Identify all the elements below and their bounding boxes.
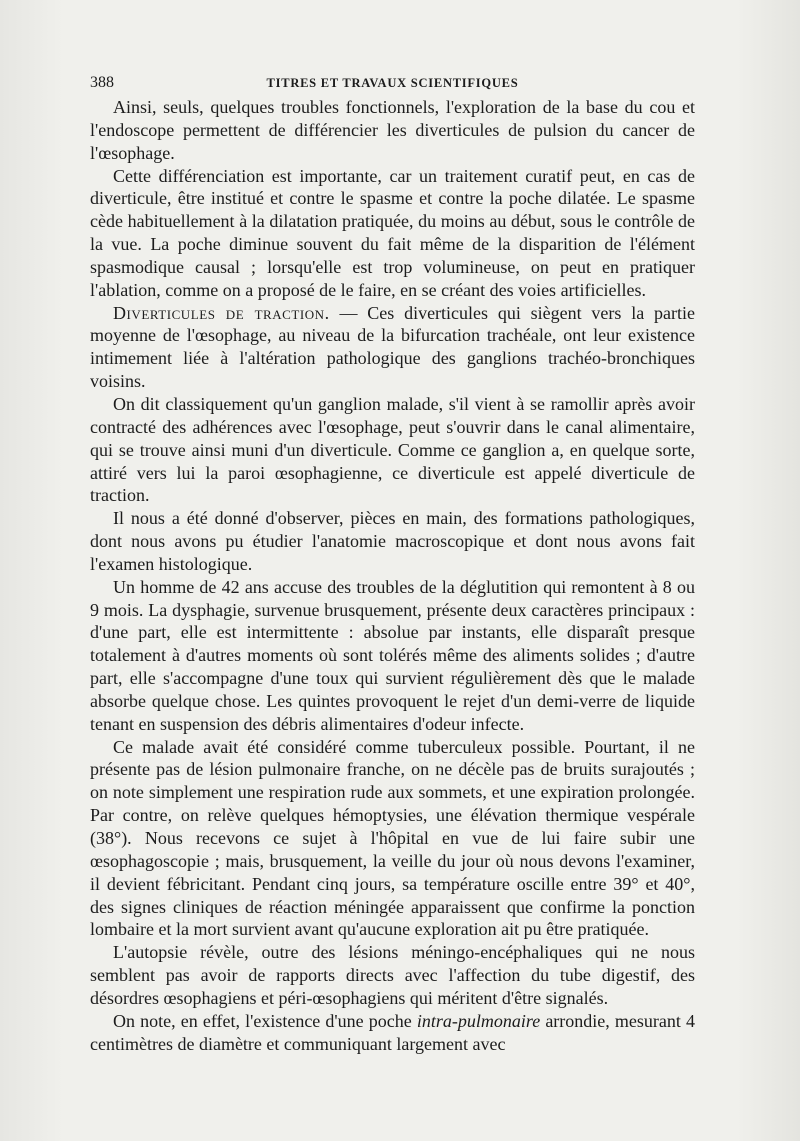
page-number: 388: [90, 74, 114, 91]
paragraph-text: arrondie, mesurant 4 centimètres de diamètre et communiquant largement avec: [90, 1010, 696, 1054]
paragraph: [90, 165, 695, 302]
paragraph-text: Ainsi, seuls, quelques troubles fonctionnels, l'exploration de la base du cou et l'endoscope permettent de différencier les diverticules de pulsion du cancer de l'œsophage.: [90, 97, 695, 163]
paragraph-text: On note, en effet, l'existence d'une poche: [113, 1010, 417, 1031]
paragraph-text: Cette différenciation est importante, car un traitement curatif peut, en cas de diverticule, être institué et contre le spasme et contre la poche dilatée. Le spasme cède habituellement à la dilatation pratiquée, du moins au début, sous le contrôle de la vue. La poche diminue souvent du fait même de la disparition de l'élément spasmodique causal ; lorsqu'elle est trop volumineuse, on peut en pratiquer l'ablation, comme on a proposé de le faire, en se créant des voies artificielles.: [90, 165, 695, 300]
paragraph-text: Ce malade avait été considéré comme tuberculeux possible. Pourtant, il ne présente pas de lésion pulmonaire franche, on ne décèle pas de bruits surajoutés ; on note simplement une respiration rude aux sommets, et une expiration prolongée. Par contre, on relève quelques hémoptysies, une élévation thermique vespérale (38°). Nous recevons ce sujet à l'hôpital en vue de lui faire subir une œsophagoscopie ; mais, brusquement, la veille du jour où nous devons l'examiner, il devient fébricitant. Pendant cinq jours, sa température oscille entre 39° et 40°, des signes cliniques de réaction méningée apparaissent que confirme la ponction lombaire et la mort survient avant qu'aucune exploration ait pu être pratiquée.: [90, 736, 695, 940]
paragraph: [90, 941, 695, 1010]
paragraph-text: Un homme de 42 ans accuse des troubles de la déglutition qui remontent à 8 ou 9 mois. La dysphagie, survenue brusquement, présente deux caractères principaux : d'une part, elle est intermittente : absolue par instants, elle disparaît presque totalement à d'autres moments où sont tolérés même des aliments solides ; d'autre part, elle s'accompagne d'une toux qui survient régulièrement dès que le malade absorbe quelque chose. Les quintes provoquent le rejet d'un demi-verre de liquide tenant en suspension des débris alimentaires d'odeur infecte.: [90, 576, 695, 734]
emphasis-text: intra-pulmonaire: [416, 1010, 541, 1031]
paragraph: [90, 96, 695, 165]
paragraph: [90, 576, 695, 736]
page-header: [90, 74, 695, 94]
paragraph-text: On dit classiquement qu'un ganglion malade, s'il vient à se ramollir après avoir contracté des adhérences avec l'œsophage, peut s'ouvrir dans le canal alimentaire, qui se trouve ainsi muni d'un diverticule. Comme ce ganglion a, en quelque sorte, attiré vers lui la paroi œsophagienne, ce diverticule est appelé diverticule de traction.: [90, 393, 695, 506]
section-heading: Diverticules de traction.: [113, 302, 330, 323]
running-title: TITRES ET TRAVAUX SCIENTIFIQUES: [266, 76, 519, 90]
paragraph: [90, 1010, 695, 1056]
paragraph-text: L'autopsie révèle, outre des lésions méningo-encéphaliques qui ne nous semblent pas avoir de rapports directs avec l'affection du tube digestif, des désordres œsophagiens et péri-œsophagiens qui méritent d'être signalés.: [90, 942, 695, 1008]
body-text: [90, 96, 695, 1055]
paragraph: [90, 736, 695, 942]
paragraph: [90, 302, 695, 393]
paragraph: [90, 507, 695, 576]
paragraph: [90, 393, 695, 507]
paragraph-text: Il nous a été donné d'observer, pièces en main, des formations pathologiques, dont nous avons pu étudier l'anatomie macroscopique et dont nous avons fait l'examen histologique.: [90, 508, 695, 574]
paragraph-text: — Ces diverticules qui siègent vers la partie moyenne de l'œsophage, au niveau de la bifurcation trachéale, ont leur existence intimement liée à l'altération pathologique des ganglions trachéo-bronchiques voisins.: [90, 302, 695, 392]
